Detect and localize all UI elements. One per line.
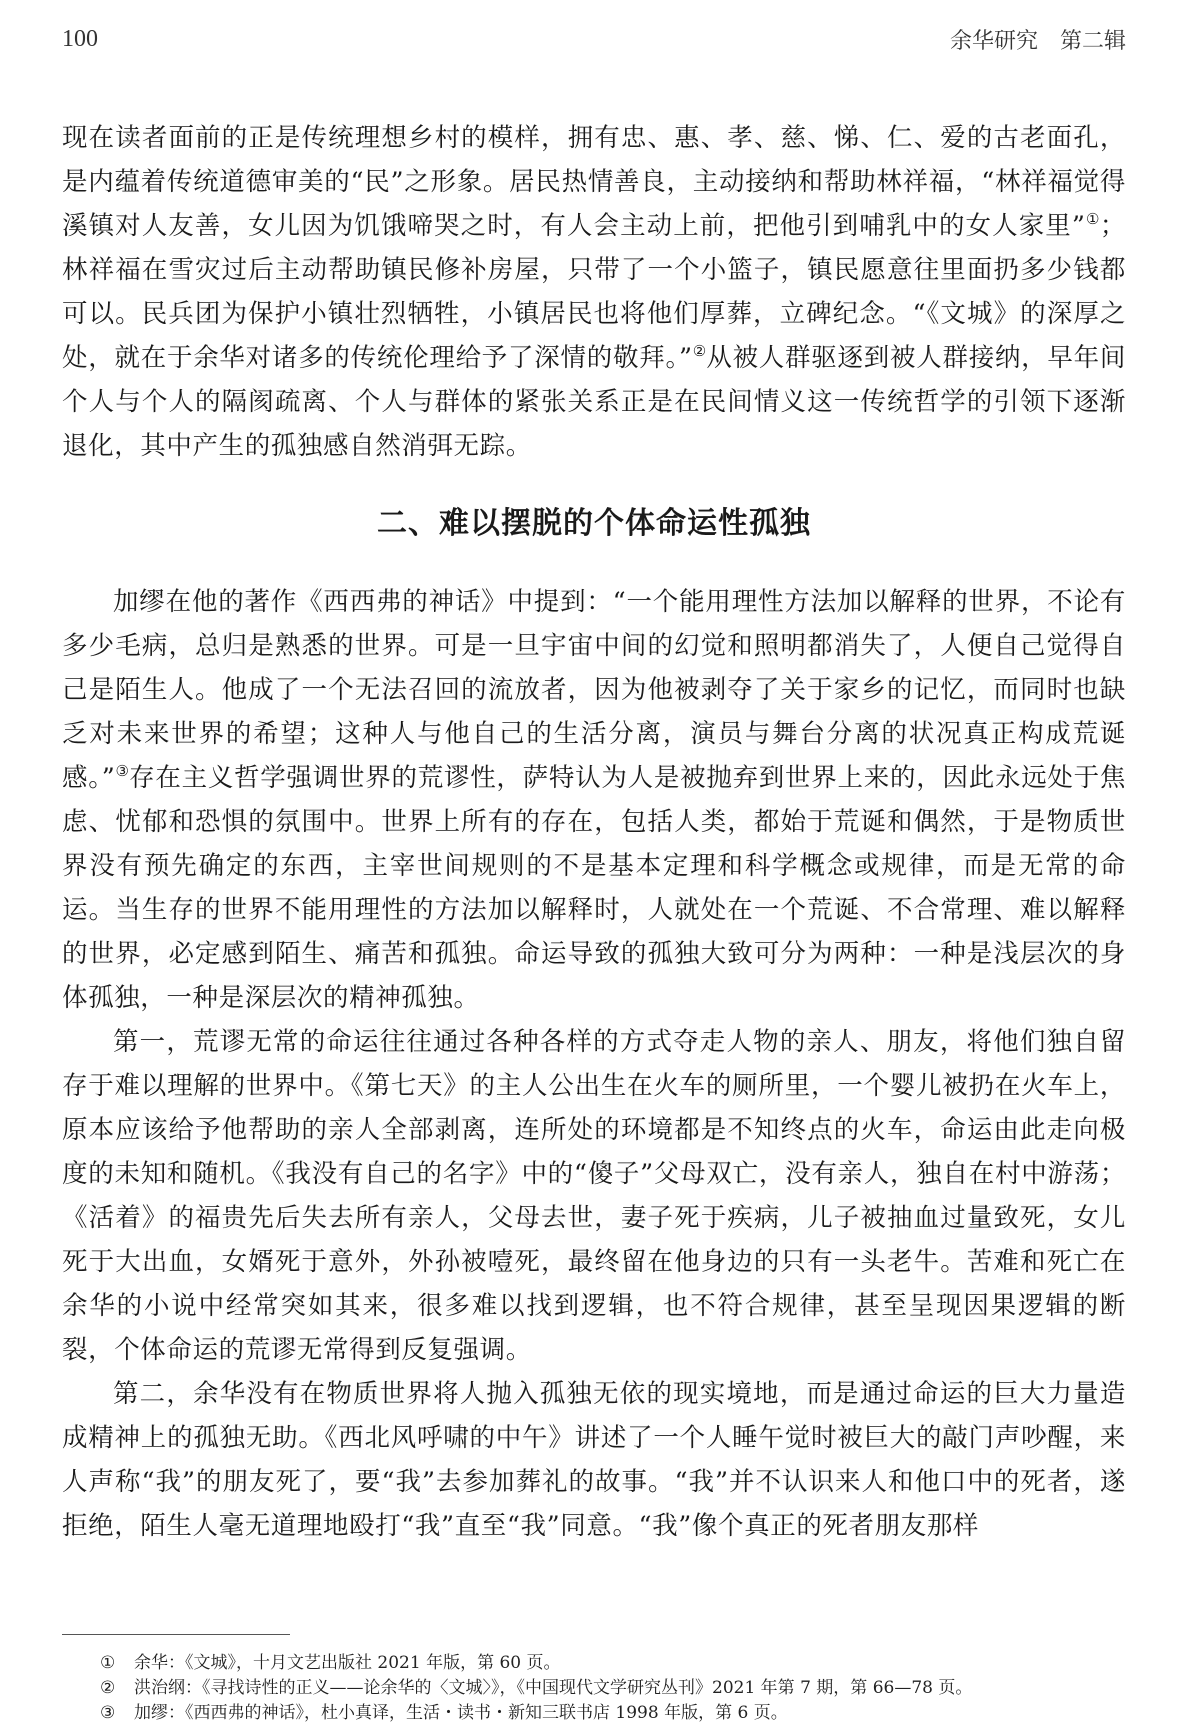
footnote-text: 加缪：《西西弗的神话》，杜小真译，生活・读书・新知三联书店 1998 年版，第 6 页。: [134, 1703, 788, 1723]
footnote-text: 余华：《文城》，十月文艺出版社 2021 年版，第 60 页。: [134, 1653, 561, 1673]
footnote-mark: ①: [100, 1653, 116, 1673]
footnote-ref-3[interactable]: ③: [115, 762, 130, 780]
paragraph-4: 第二，余华没有在物质世界将人抛入孤独无依的现实境地，而是通过命运的巨大力量造成精神上的孤独无助。《西北风呼啸的中午》讲述了一个人睡午觉时被巨大的敲门声吵醒，来人声称“我”的朋友死了，要“我”去参加葬礼的故事。“我”并不认识来人和他口中的死者，遂拒绝，陌生人毫无道理地殴打“我”直至“我”同意。“我”像个真正的死者朋友那样: [62, 1379, 1126, 1541]
paragraph-1: 现在读者面前的正是传统理想乡村的模样，拥有忠、惠、孝、慈、悌、仁、爱的古老面孔，是内蕴着传统道德审美的“民”之形象。居民热情善良，主动接纳和帮助林祥福，“林祥福觉得溪镇对人友善，女儿因为饥饿啼哭之时，有人会主动上前，把他引到哺乳中的女人家里”①；林祥福在雪灾过后主动帮助镇民修补房屋，只带了一个小篮子，镇民愿意往里面扔多少钱都可以。民兵团为保护小镇壮烈牺牲，小镇居民也将他们厚葬，立碑纪念。“《文城》的深厚之处，就在于余华对诸多的传统伦理给予了深情的敬拜。”②从被人群驱逐到被人群接纳，早年间个人与个人的隔阂疏离、个人与群体的紧张关系正是在民间情义这一传统哲学的引领下逐渐退化，其中产生的孤独感自然消弭无踪。: [62, 123, 1126, 461]
footnote-2: [100, 1676, 1126, 1701]
footnote-mark: ③: [100, 1703, 116, 1723]
page-header: [62, 22, 1126, 56]
paragraph-3: 第一，荒谬无常的命运往往通过各种各样的方式夺走人物的亲人、朋友，将他们独自留存于难以理解的世界中。《第七天》的主人公出生在火车的厕所里，一个婴儿被扔在火车上，原本应该给予他帮助的亲人全部剥离，连所处的环境都是不知终点的火车，命运由此走向极度的未知和随机。《我没有自己的名字》中的“傻子”父母双亡，没有亲人，独自在村中游荡；《活着》的福贵先后失去所有亲人，父母去世，妻子死于疾病，儿子被抽血过量致死，女儿死于大出血，女婿死于意外，外孙被噎死，最终留在他身边的只有一头老牛。苦难和死亡在余华的小说中经常突如其来，很多难以找到逻辑，也不符合规律，甚至呈现因果逻辑的断裂，个体命运的荒谬无常得到反复强调。: [62, 1027, 1126, 1365]
footnote-1: [100, 1651, 1126, 1676]
footnotes: [100, 1651, 1126, 1726]
footnote-3: [100, 1701, 1126, 1726]
footnote-ref-1[interactable]: ①: [1085, 210, 1100, 228]
footnote-divider: [62, 1634, 290, 1635]
page-number: 100: [62, 25, 98, 52]
section-heading: 二、难以摆脱的个体命运性孤独: [377, 506, 811, 541]
body-text: [62, 116, 1126, 1548]
footnote-text: 洪治纲：《寻找诗性的正义——论余华的〈文城〉》，《中国现代文学研究丛刊》2021 年第 7 期，第 66—78 页。: [134, 1678, 973, 1698]
footnote-ref-2[interactable]: ②: [692, 342, 707, 360]
paragraph-2: 加缪在他的著作《西西弗的神话》中提到：“一个能用理性方法加以解释的世界，不论有多少毛病，总归是熟悉的世界。可是一旦宇宙中间的幻觉和照明都消失了，人便自己觉得自己是陌生人。他成了一个无法召回的流放者，因为他被剥夺了关于家乡的记忆，而同时也缺乏对未来世界的希望；这种人与他自己的生活分离，演员与舞台分离的状况真正构成荒诞感。”③存在主义哲学强调世界的荒谬性，萨特认为人是被抛弃到世界上来的，因此永远处于焦虑、忧郁和恐惧的氛围中。世界上所有的存在，包括人类，都始于荒诞和偶然，于是物质世界没有预先确定的东西，主宰世间规则的不是基本定理和科学概念或规律，而是无常的命运。当生存的世界不能用理性的方法加以解释时，人就处在一个荒诞、不合常理、难以解释的世界，必定感到陌生、痛苦和孤独。命运导致的孤独大致可分为两种：一种是浅层次的身体孤独，一种是深层次的精神孤独。: [62, 587, 1127, 1013]
running-title: 余华研究 第二辑: [949, 28, 1126, 54]
footnote-mark: ②: [100, 1678, 116, 1698]
